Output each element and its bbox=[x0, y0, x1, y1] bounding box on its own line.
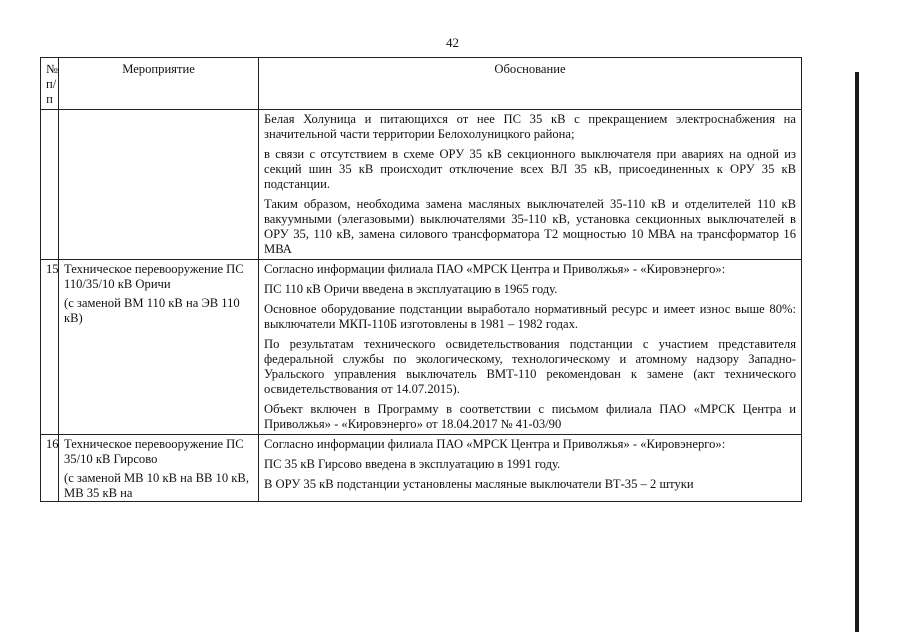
header-num: № п/п bbox=[41, 58, 59, 110]
justification-paragraph: Согласно информации филиала ПАО «МРСК Центра и Приволжья» - «Кировэнерго»: bbox=[264, 262, 726, 276]
justification-paragraph: Согласно информации филиала ПАО «МРСК Центра и Приволжья» - «Кировэнерго»: bbox=[264, 437, 726, 451]
scan-edge-bar bbox=[855, 72, 859, 632]
justification-paragraph: Белая Холуница и питающихся от нее ПС 35 кВ с прекращением электроснабжения на значительной части территории Белохолуницкого района; bbox=[264, 112, 796, 141]
page-number: 42 bbox=[446, 35, 459, 50]
justification-cell bbox=[259, 110, 802, 260]
table-header-row bbox=[41, 58, 802, 110]
row-number: 15 bbox=[41, 260, 59, 435]
measures-table bbox=[40, 57, 802, 502]
header-measure: Мероприятие bbox=[59, 58, 259, 110]
measure-detail: (с заменой МВ 10 кВ на ВВ 10 кВ, МВ 35 кВ на bbox=[64, 471, 249, 500]
justification-paragraph: ПС 35 кВ Гирсово введена в эксплуатацию в 1991 году. bbox=[264, 457, 561, 471]
justification-paragraph: По результатам технического освидетельствования подстанции с участием представителя федеральной службы по экологическому, технологическому и атомному надзору Западно-Уральского управления выключатель ВМТ-110 рекомендован к замене (акт технического освидетельствования от 14.07.2015). bbox=[264, 337, 796, 396]
justification-paragraph: В ОРУ 35 кВ подстанции установлены масляные выключатели ВТ-35 – 2 штуки bbox=[264, 477, 694, 491]
justification-cell bbox=[259, 435, 802, 502]
justification-paragraph: Основное оборудование подстанции выработало нормативный ресурс и имеет износ выше 80%: выключатели МКП-110Б изготовлены в 1981 – 1982 годах. bbox=[264, 302, 796, 331]
measure-cell bbox=[59, 260, 259, 435]
measure-detail: (с заменой ВМ 110 кВ на ЭВ 110 кВ) bbox=[64, 296, 240, 325]
justification-cell bbox=[259, 260, 802, 435]
justification-paragraph: Таким образом, необходима замена масляных выключателей 35-110 кВ и отделителей 110 кВ вакуумными (элегазовыми) выключателями 35-110 кВ, установка секционных выключателей в ОРУ 35, 110 кВ, замена силового трансформатора Т2 мощностью 10 МВА на трансформатор 16 МВА bbox=[264, 197, 796, 256]
header-justification: Обоснование bbox=[259, 58, 802, 110]
measure-title: Техническое перевооружение ПС 110/35/10 кВ Оричи bbox=[64, 262, 244, 291]
justification-paragraph: Объект включен в Программу в соответствии с письмом филиала ПАО «МРСК Центра и Приволжья» - «Кировэнерго» от 18.04.2017 № 41-03/90 bbox=[264, 402, 796, 431]
justification-paragraph: в связи с отсутствием в схеме ОРУ 35 кВ секционного выключателя при авариях на одной из секций шин 35 кВ происходит отключение всех ВЛ 35 кВ, присоединенных к ОРУ 35 кВ подстанции. bbox=[264, 147, 796, 191]
measure-cell bbox=[59, 110, 259, 260]
table-row bbox=[41, 435, 802, 502]
measure-cell bbox=[59, 435, 259, 502]
table-row bbox=[41, 260, 802, 435]
table-row bbox=[41, 110, 802, 260]
row-number bbox=[41, 110, 59, 260]
measure-title: Техническое перевооружение ПС 35/10 кВ Гирсово bbox=[64, 437, 244, 466]
justification-paragraph: ПС 110 кВ Оричи введена в эксплуатацию в 1965 году. bbox=[264, 282, 558, 296]
row-number: 16 bbox=[41, 435, 59, 502]
